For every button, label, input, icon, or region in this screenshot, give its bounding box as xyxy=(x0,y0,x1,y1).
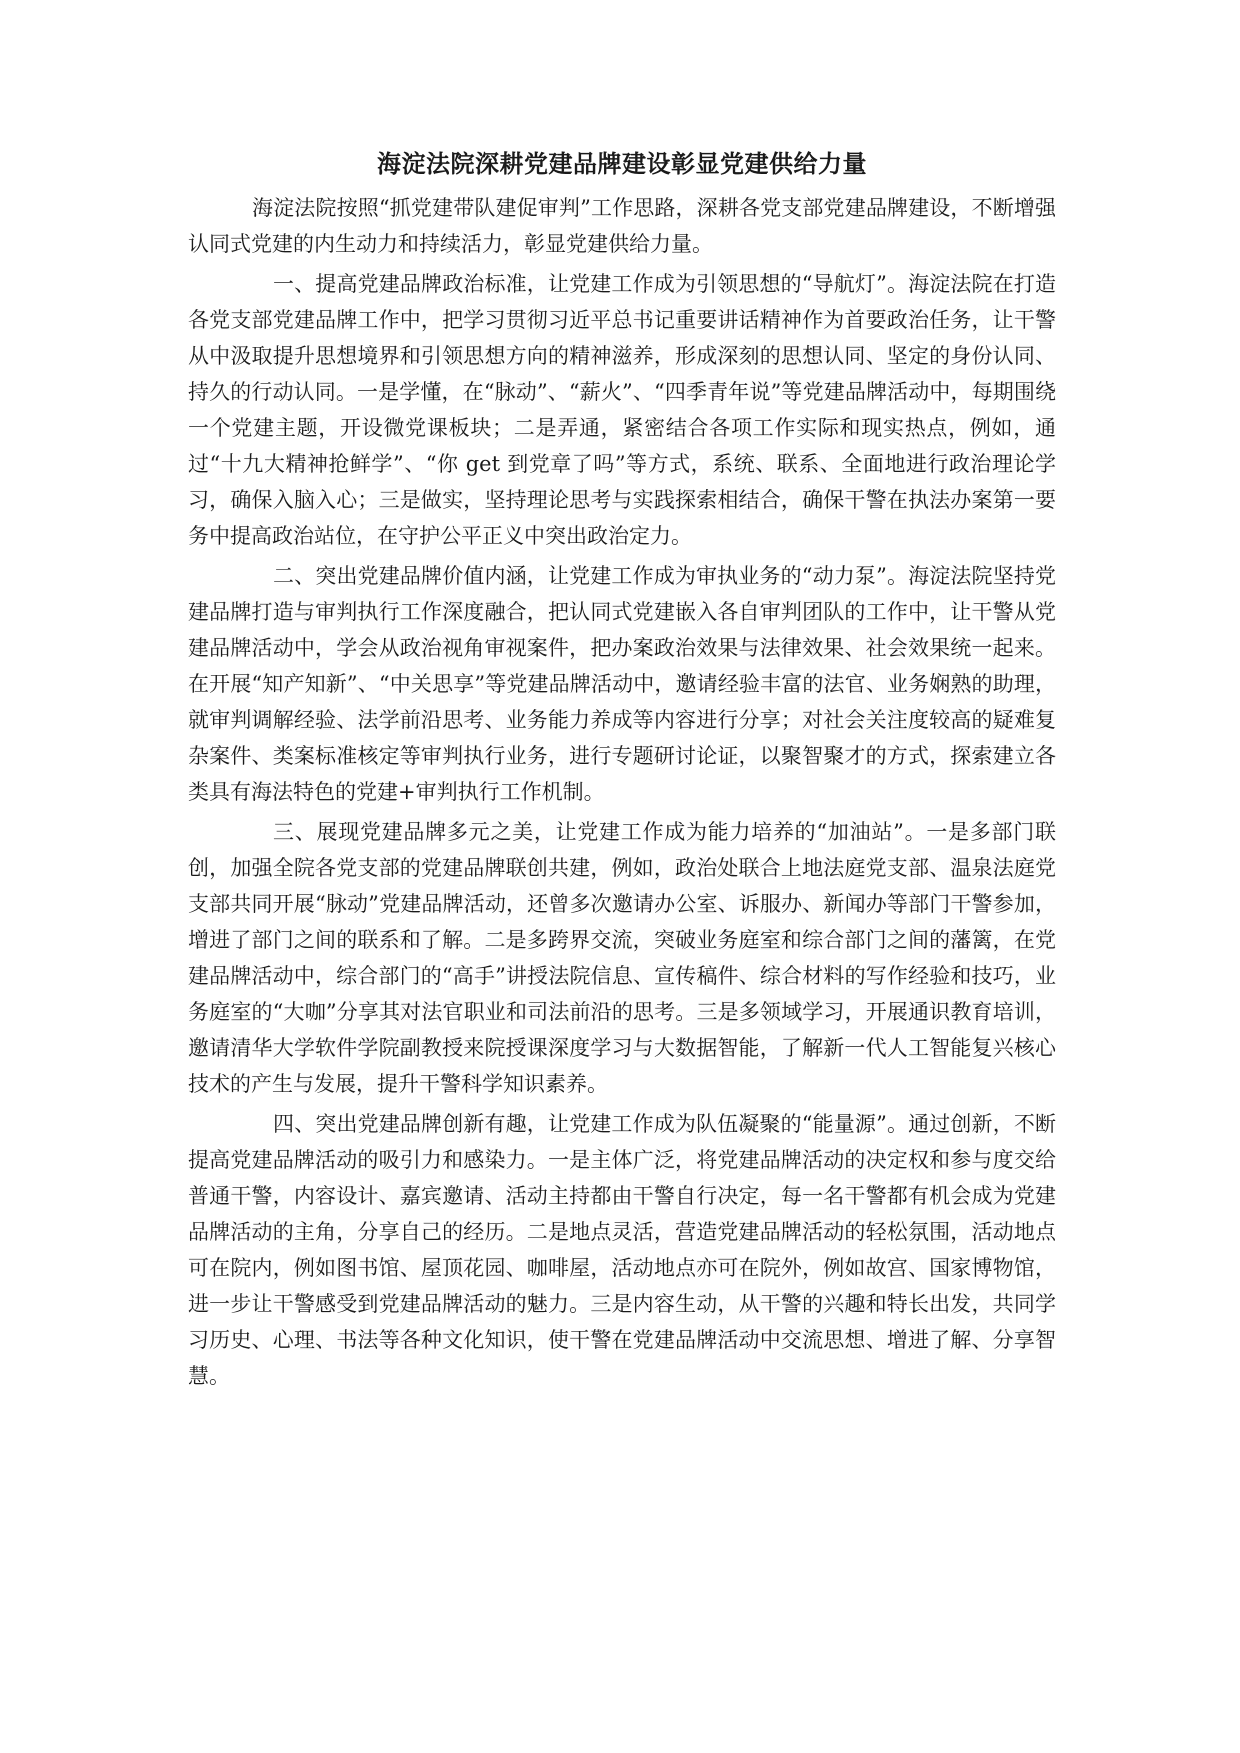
section-paragraph-1: 一、提高党建品牌政治标准，让党建工作成为引领思想的“导航灯”。海淀法院在打造各党支部党建品牌工作中，把学习贯彻习近平总书记重要讲话精神作为首要政治任务，让干警从中汲取提升思想境界和引领思想方向的精神滋养，形成深刻的思想认同、坚定的身份认同、持久的行动认同。一是学懂，在“脉动”、“薪火”、“四季青年说”等党建品牌活动中，每期围绕一个党建主题，开设微党课板块；二是弄通，紧密结合各项工作实际和现实热点，例如，通过“十九大精神抢鲜学”、“你 get 到党章了吗”等方式，系统、联系、全面地进行政治理论学习，确保入脑入心；三是做实，坚持理论思考与实践探索相结合，确保干警在执法办案第一要务中提高政治站位，在守护公平正义中突出政治定力。 xyxy=(188,272,1056,548)
document-title: 海淀法院深耕党建品牌建设彰显党建供给力量 xyxy=(377,149,867,178)
section-paragraph-3: 三、展现党建品牌多元之美，让党建工作成为能力培养的“加油站”。一是多部门联创，加强全院各党支部的党建品牌联创共建，例如，政治处联合上地法庭党支部、温泉法庭党支部共同开展“脉动”党建品牌活动，还曾多次邀请办公室、诉服办、新闻办等部门干警参加，增进了部门之间的联系和了解。二是多跨界交流，突破业务庭室和综合部门之间的藩篱，在党建品牌活动中，综合部门的“高手”讲授法院信息、宣传稿件、综合材料的写作经验和技巧，业务庭室的“大咖”分享其对法官职业和司法前沿的思考。三是多领域学习，开展通识教育培训，邀请清华大学软件学院副教授来院授课深度学习与大数据智能，了解新一代人工智能复兴核心技术的产生与发展，提升干警科学知识素养。 xyxy=(188,820,1056,1096)
section-paragraph-2: 二、突出党建品牌价值内涵，让党建工作成为审执业务的“动力泵”。海淀法院坚持党建品牌打造与审判执行工作深度融合，把认同式党建嵌入各自审判团队的工作中，让干警从党建品牌活动中，学会从政治视角审视案件，把办案政治效果与法律效果、社会效果统一起来。在开展“知产知新”、“中关思享”等党建品牌活动中，邀请经验丰富的法官、业务娴熟的助理，就审判调解经验、法学前沿思考、业务能力养成等内容进行分享；对社会关注度较高的疑难复杂案件、类案标准核定等审判执行业务，进行专题研讨论证，以聚智聚才的方式，探索建立各类具有海法特色的党建+审判执行工作机制。 xyxy=(188,564,1056,804)
section-paragraph-4: 四、突出党建品牌创新有趣，让党建工作成为队伍凝聚的“能量源”。通过创新，不断提高党建品牌活动的吸引力和感染力。一是主体广泛，将党建品牌活动的决定权和参与度交给普通干警，内容设计、嘉宾邀请、活动主持都由干警自行决定，每一名干警都有机会成为党建品牌活动的主角，分享自己的经历。二是地点灵活，营造党建品牌活动的轻松氛围，活动地点可在院内，例如图书馆、屋顶花园、咖啡屋，活动地点亦可在院外，例如故宫、国家博物馆，进一步让干警感受到党建品牌活动的魅力。三是内容生动，从干警的兴趣和特长出发，共同学习历史、心理、书法等各种文化知识，使干警在党建品牌活动中交流思想、增进了解、分享智慧。 xyxy=(188,1112,1056,1388)
intro-paragraph: 海淀法院按照“抓党建带队建促审判”工作思路，深耕各党支部党建品牌建设，不断增强认同式党建的内生动力和持续活力，彰显党建供给力量。 xyxy=(188,196,1056,256)
document-page xyxy=(188,148,1056,1394)
